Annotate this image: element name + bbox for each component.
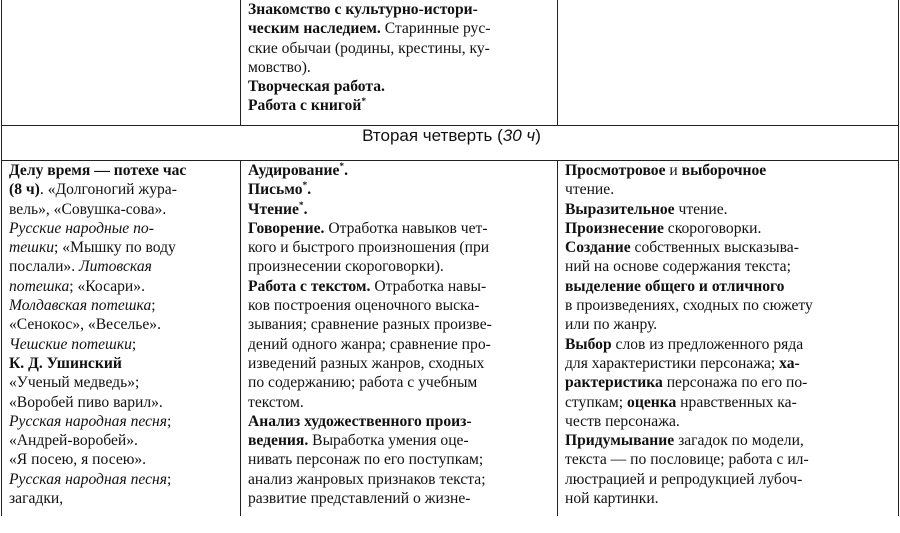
text-run: К. Д. Ушинский xyxy=(9,354,122,372)
text-line xyxy=(565,450,894,469)
text-line xyxy=(248,219,553,238)
text-run: * xyxy=(339,161,345,172)
text-line xyxy=(565,161,894,180)
table-row-main xyxy=(2,161,899,517)
text-run: скороговорки. xyxy=(663,219,762,237)
text-line xyxy=(9,238,236,257)
text-line xyxy=(248,315,553,334)
text-line xyxy=(565,354,894,373)
cell-topic-empty xyxy=(2,0,241,126)
text-line xyxy=(9,393,236,412)
text-line xyxy=(565,180,894,199)
text-run: в произведениях, сходных по сюжету xyxy=(565,297,813,315)
text-line xyxy=(565,412,894,431)
text-run: ной картинки. xyxy=(565,490,659,508)
text-run: или по жанру. xyxy=(565,316,658,334)
text-line xyxy=(248,296,553,315)
text-line xyxy=(9,335,236,354)
text-run: Русские народные по- xyxy=(9,219,154,237)
text-run: Работа с книгой xyxy=(248,97,362,115)
text-line xyxy=(248,0,553,19)
text-line xyxy=(248,238,553,257)
text-run: * xyxy=(298,200,304,211)
text-run: честв персонажа. xyxy=(565,412,680,430)
text-line xyxy=(248,77,553,96)
text-run: Творческая работа. xyxy=(248,78,385,96)
text-run: анализ жанровых признаков текста; xyxy=(248,470,486,488)
text-run: Письмо xyxy=(248,181,303,199)
text-run: ний на основе содержания текста; xyxy=(565,258,791,276)
text-run: и xyxy=(665,162,682,179)
text-run: ; «Косари». xyxy=(69,277,145,295)
text-line xyxy=(565,489,894,508)
text-line xyxy=(565,219,894,238)
text-line xyxy=(248,335,553,354)
text-run: персонажа по его по- xyxy=(662,374,808,392)
text-line xyxy=(248,412,553,431)
text-run: ; «Мышку по воду xyxy=(54,239,176,257)
text-line xyxy=(9,180,236,199)
text-run: текстом. xyxy=(248,393,304,411)
cell-content-top xyxy=(241,0,558,126)
text-run: Литовская xyxy=(79,258,152,276)
text-run: ; xyxy=(167,470,172,488)
text-run: потешка xyxy=(9,277,70,295)
text-run: Говорение. xyxy=(248,219,325,237)
text-run: «Я посею, я посею». xyxy=(9,451,147,469)
text-run: чтение. xyxy=(565,181,615,199)
cell-content xyxy=(241,161,558,517)
text-run: Создание xyxy=(565,239,631,257)
text-run: послали». xyxy=(9,258,80,276)
text-line xyxy=(565,431,894,450)
text-line xyxy=(248,450,553,469)
text-line xyxy=(9,489,236,508)
text-run: выборочное xyxy=(681,162,767,179)
text-line xyxy=(248,373,553,392)
curriculum-table xyxy=(1,0,899,516)
text-run: мовство). xyxy=(248,58,311,76)
text-line xyxy=(9,257,236,276)
text-run: для характеристики персонажа; xyxy=(565,354,780,372)
text-run: выделение общего и отличного xyxy=(565,277,785,295)
text-line xyxy=(248,161,553,180)
text-run: Старинные рус- xyxy=(380,20,491,38)
text-run: Придумывание xyxy=(565,432,675,450)
text-run: нравственных ка- xyxy=(676,393,797,411)
text-line xyxy=(248,393,553,412)
text-run: зывания; сравнение разных произве- xyxy=(248,316,492,334)
text-line xyxy=(248,96,553,115)
text-line xyxy=(9,412,236,431)
text-line xyxy=(248,39,553,58)
text-run: ступкам; xyxy=(565,393,628,411)
text-run: . xyxy=(344,162,348,179)
text-line xyxy=(565,373,894,392)
text-run: ; xyxy=(131,335,137,353)
text-line xyxy=(9,470,236,489)
text-run: Аудирование xyxy=(248,162,340,179)
text-line xyxy=(248,200,553,219)
text-line xyxy=(565,277,894,296)
text-run: «Воробей пиво варил». xyxy=(9,393,163,411)
text-run: Выразительное xyxy=(565,200,675,218)
text-run: Выработка умения оце- xyxy=(308,432,469,450)
text-run: «Сенокос», «Веселье». xyxy=(9,316,161,334)
cell-activities xyxy=(558,161,899,517)
text-run: ские обычаи (родины, крестины, ку- xyxy=(248,39,490,57)
text-run: * xyxy=(302,181,308,192)
text-run: Чешские потешки xyxy=(9,335,132,353)
text-run: оценка xyxy=(627,393,677,411)
text-line xyxy=(248,489,553,508)
quarter-heading-hours: 30 ч xyxy=(502,126,536,145)
text-line xyxy=(248,180,553,199)
text-line xyxy=(9,277,236,296)
text-line xyxy=(565,238,894,257)
text-run: (8 ч) xyxy=(9,181,40,199)
text-run: загадок по модели, xyxy=(674,432,804,450)
text-line xyxy=(9,450,236,469)
text-line xyxy=(565,393,894,412)
text-run: ков построения оценочного выска- xyxy=(248,297,480,315)
text-run: Русская народная песня xyxy=(9,412,168,430)
text-run: текста — по пословице; работа с ил- xyxy=(565,451,809,469)
quarter-heading-suffix: ) xyxy=(535,126,541,145)
text-run: дений одного жанра; сравнение про- xyxy=(248,335,491,353)
text-run: Отработка навы- xyxy=(370,277,487,295)
quarter-heading xyxy=(2,126,899,161)
text-line xyxy=(248,431,553,450)
text-run: ; xyxy=(167,412,172,430)
text-line xyxy=(9,315,236,334)
text-run: . xyxy=(303,200,308,218)
text-run: Выбор xyxy=(565,335,612,353)
text-run: тешки xyxy=(9,239,55,257)
table-row-quarter-heading xyxy=(2,126,899,161)
quarter-heading-prefix: Вторая четверть ( xyxy=(362,126,503,145)
text-line xyxy=(248,58,553,77)
text-run: загадки, xyxy=(9,490,64,508)
text-line xyxy=(9,431,236,450)
cell-activities-empty xyxy=(558,0,899,126)
text-line xyxy=(248,354,553,373)
text-line xyxy=(9,161,236,180)
text-run: люстрацией и репродукцией лубоч- xyxy=(565,470,803,488)
text-run: «Ученый медведь»; xyxy=(9,374,140,392)
text-line xyxy=(248,277,553,296)
text-run: Делу время — потехе час xyxy=(9,162,187,179)
text-line xyxy=(248,470,553,489)
text-run: произнесении скороговорки). xyxy=(248,258,444,276)
text-run: «Андрей-воробей». xyxy=(9,432,138,450)
text-run: Произнесение xyxy=(565,219,664,237)
text-line xyxy=(565,315,894,334)
text-run: Чтение xyxy=(248,200,299,218)
text-run: . «Долгоногий жура- xyxy=(39,181,177,199)
text-line xyxy=(565,296,894,315)
text-run: вель», «Совушка-сова». xyxy=(9,200,167,218)
text-run: ха- xyxy=(779,354,800,372)
text-line xyxy=(565,257,894,276)
text-run: кого и быстрого произношения (при xyxy=(248,239,490,257)
text-line xyxy=(9,200,236,219)
text-run: изведений разных жанров, сходных xyxy=(248,354,485,372)
text-run: развитие представлений о жизне- xyxy=(248,490,471,508)
text-line xyxy=(9,219,236,238)
text-line xyxy=(248,257,553,276)
text-run: . xyxy=(307,181,312,199)
text-run: ведения. xyxy=(248,432,309,450)
text-line xyxy=(9,296,236,315)
text-run: Отработка навыков чет- xyxy=(324,219,488,237)
table-row-continuation xyxy=(2,0,899,126)
text-run: Просмотровое xyxy=(565,162,666,179)
text-run: собственных высказыва- xyxy=(630,239,799,257)
text-run: чтение. xyxy=(674,200,728,218)
text-run: нивать персонаж по его поступкам; xyxy=(248,451,484,469)
text-run: Анализ художественного произ- xyxy=(248,412,472,430)
text-line xyxy=(9,373,236,392)
text-run: Русская народная песня xyxy=(9,470,168,488)
text-run: ; xyxy=(151,297,156,315)
text-run: по содержанию; работа с учебным xyxy=(248,374,478,392)
text-line xyxy=(565,470,894,489)
text-run: * xyxy=(361,97,366,108)
text-run: Работа с текстом. xyxy=(248,277,371,295)
text-run: рактеристика xyxy=(565,374,663,392)
text-run: Знакомство с культурно-истори- xyxy=(248,1,478,18)
cell-topic xyxy=(2,161,241,517)
text-line xyxy=(9,354,236,373)
text-run: Молдавская потешка xyxy=(9,297,152,315)
text-run: ческим наследием. xyxy=(248,20,381,38)
text-line xyxy=(565,200,894,219)
text-line xyxy=(565,335,894,354)
text-line xyxy=(248,19,553,38)
text-run: слов из предложенного ряда xyxy=(611,335,804,353)
